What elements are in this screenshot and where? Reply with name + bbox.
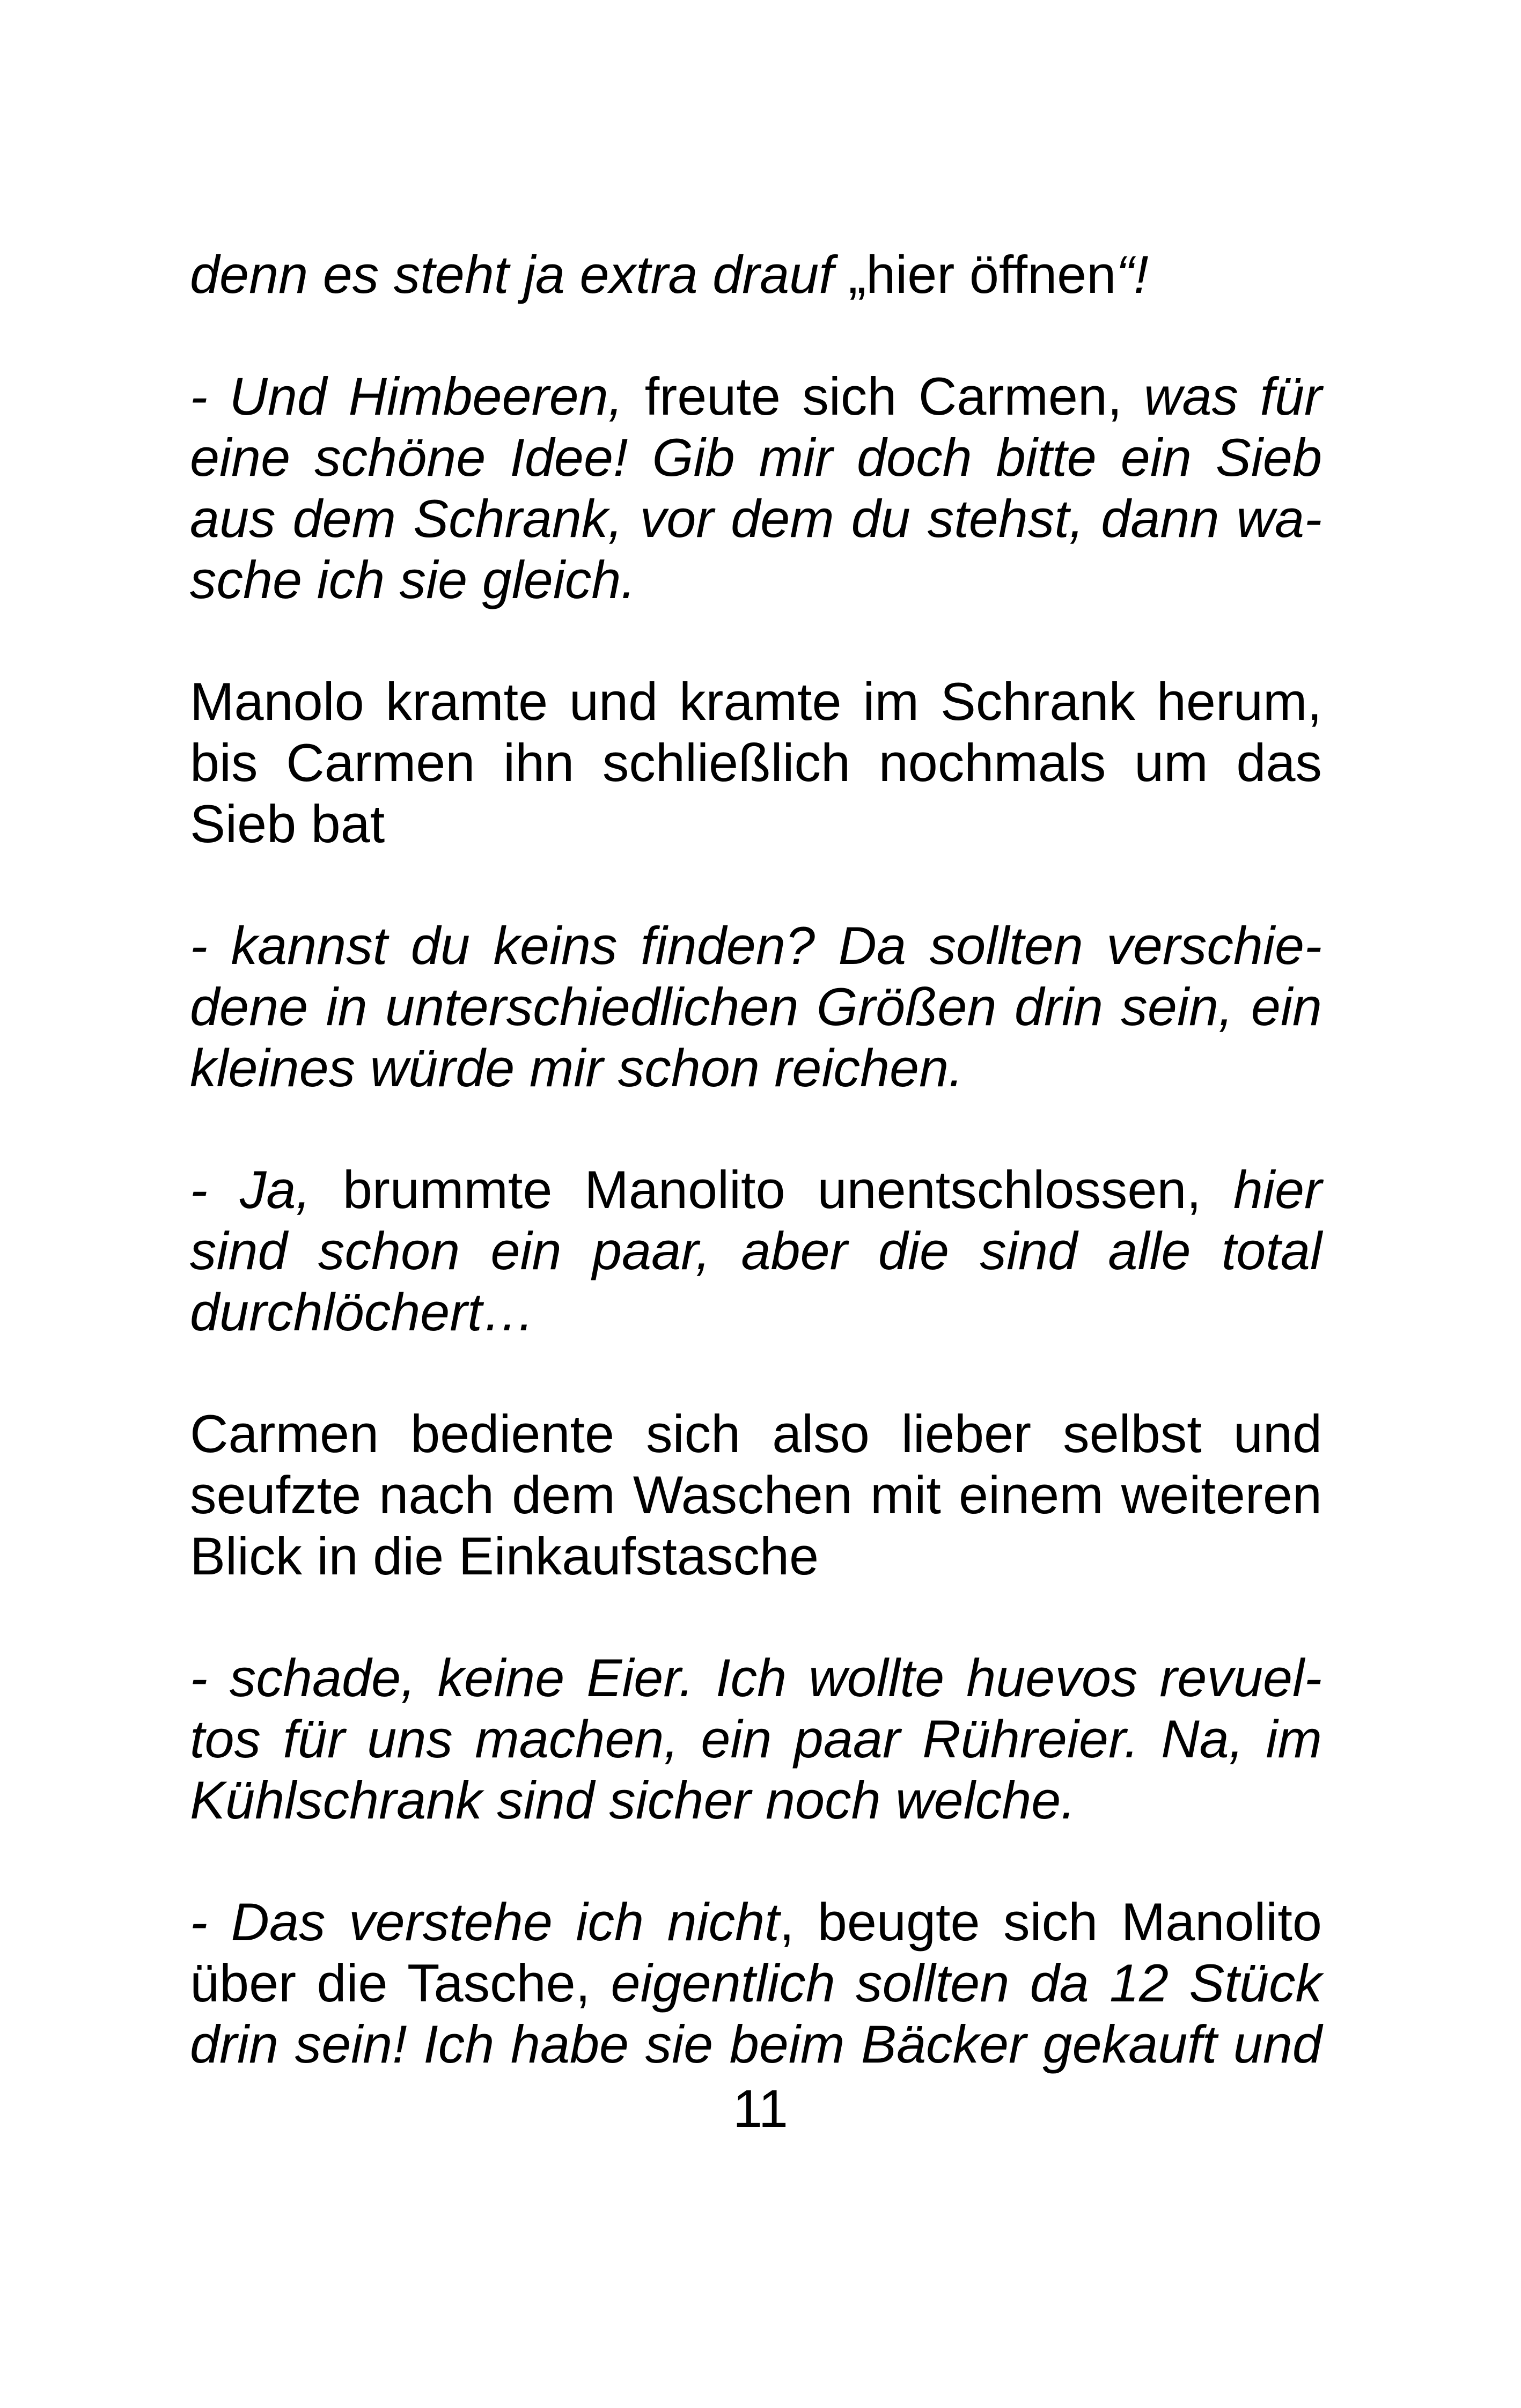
- paragraph: [190, 244, 1322, 305]
- regular-text: Manolo kramte und kramte im Schrank herum,: [190, 672, 1322, 731]
- text-line: [190, 244, 1322, 305]
- regular-text: bis Carmen ihn schließlich nochmals um das: [190, 733, 1322, 792]
- page-body: [190, 244, 1322, 2135]
- italic-text: - Ja,: [190, 1160, 343, 1219]
- italic-text: aus dem Schrank, vor dem du stehst, dann wa-: [190, 489, 1322, 548]
- text-line: [190, 1159, 1322, 1220]
- text-line: [190, 1464, 1322, 1526]
- italic-text: - Und Himbeeren,: [190, 366, 645, 426]
- italic-text: hier: [1233, 1160, 1322, 1219]
- text-line: [190, 1526, 1322, 1587]
- italic-text: kleines würde mir schon reichen.: [190, 1038, 964, 1098]
- italic-text: - kannst du keins finden? Da sollten verschie-: [190, 916, 1322, 975]
- paragraph: [190, 1159, 1322, 1343]
- text-line: [190, 366, 1322, 427]
- text-line: [190, 1647, 1322, 1709]
- text-line: [190, 1403, 1322, 1464]
- text-line: [190, 1770, 1322, 1831]
- text-line: [190, 1282, 1322, 1343]
- italic-text: dene in unterschiedlichen Größen drin sein, ein: [190, 977, 1322, 1036]
- text-line: [190, 427, 1322, 488]
- regular-text: „hier öffnen: [848, 245, 1116, 304]
- regular-text: Sieb bat: [190, 794, 385, 853]
- regular-text: Blick in die Einkaufstasche: [190, 1526, 819, 1586]
- text-line: [190, 1709, 1322, 1770]
- italic-text: Kühlschrank sind sicher noch welche.: [190, 1770, 1076, 1830]
- italic-text: eigentlich sollten da 12 Stück: [611, 1953, 1322, 2013]
- text-line: [190, 1953, 1322, 2014]
- text-line: [190, 915, 1322, 976]
- text-line: [190, 488, 1322, 549]
- regular-text: brummte Manolito unentschlossen,: [342, 1160, 1233, 1219]
- paragraph: [190, 1647, 1322, 1831]
- text-line: [190, 549, 1322, 610]
- regular-text: Carmen bediente sich also lieber selbst und: [190, 1404, 1322, 1463]
- text-line: [190, 1891, 1322, 1953]
- paragraph: [190, 1891, 1322, 2075]
- text-line: [190, 732, 1322, 793]
- italic-text: eine schöne Idee! Gib mir doch bitte ein Sieb: [190, 428, 1322, 487]
- italic-text: denn es steht ja extra drauf: [190, 245, 849, 304]
- text-line: [190, 2014, 1322, 2075]
- italic-text: - schade, keine Eier. Ich wollte huevos revuel-: [190, 1648, 1322, 1707]
- text-line: [190, 1220, 1322, 1282]
- italic-text: drin sein! Ich habe sie beim Bäcker gekauft und: [190, 2014, 1322, 2074]
- text-line: [190, 793, 1322, 855]
- italic-text: - Das verstehe ich nicht: [190, 1892, 780, 1952]
- italic-text: sche ich sie gleich.: [190, 550, 636, 609]
- regular-text: über die Tasche,: [190, 1953, 611, 2013]
- paragraph: [190, 915, 1322, 1099]
- text-line: [190, 1037, 1322, 1099]
- page-number: 11: [733, 2079, 788, 2138]
- regular-text: , beugte sich Manolito: [779, 1892, 1322, 1952]
- italic-text: “!: [1116, 245, 1149, 304]
- italic-text: tos für uns machen, ein paar Rühreier. Na, im: [190, 1709, 1322, 1769]
- regular-text: freute sich Carmen,: [644, 366, 1144, 426]
- italic-text: durchlöchert…: [190, 1282, 535, 1342]
- italic-text: was für: [1143, 366, 1322, 426]
- paragraph: [190, 366, 1322, 610]
- regular-text: seufzte nach dem Waschen mit einem weiteren: [190, 1465, 1322, 1525]
- text-line: [190, 976, 1322, 1037]
- paragraph: [190, 1403, 1322, 1587]
- text-line: [190, 671, 1322, 732]
- italic-text: sind schon ein paar, aber die sind alle total: [190, 1221, 1322, 1280]
- paragraph: [190, 671, 1322, 855]
